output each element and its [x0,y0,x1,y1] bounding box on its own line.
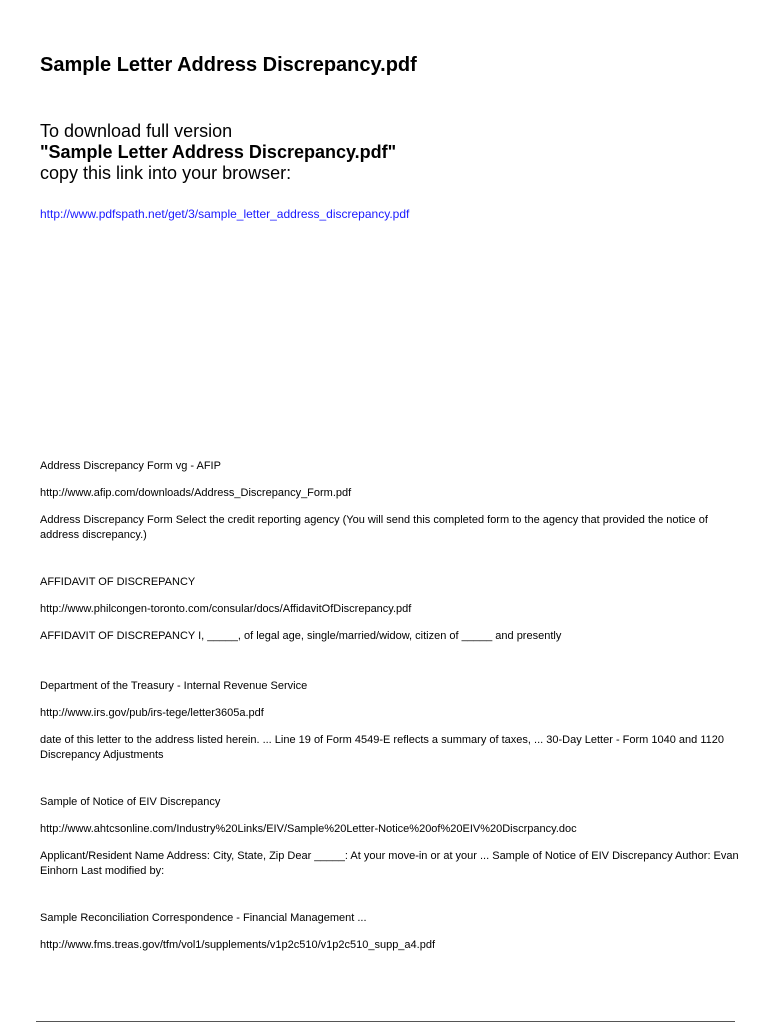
result-title: Sample Reconciliation Correspondence - Financial Management ... [40,912,367,924]
download-intro-text: To download full version [40,121,233,141]
footer-divider [36,1021,735,1022]
result-title: Sample of Notice of EIV Discrepancy [40,796,221,808]
download-file-name: "Sample Letter Address Discrepancy.pdf" [40,142,397,162]
result-url[interactable]: http://www.philcongen-toronto.com/consular/docs/AffidavitOfDiscrepancy.pdf [40,603,412,615]
result-description: Address Discrepancy Form Select the credit reporting agency (You will send this completed form to the agency that provided the notice of address discrepancy.) [40,514,708,541]
result-url[interactable]: http://www.fms.treas.gov/tfm/vol1/supplements/v1p2c510/v1p2c510_supp_a4.pdf [40,939,436,951]
result-url[interactable]: http://www.irs.gov/pub/irs-tege/letter3605a.pdf [40,707,264,719]
result-description: AFFIDAVIT OF DISCREPANCY I, _____, of legal age, single/married/widow, citizen of _____ and presently [40,630,562,642]
result-item-eiv-discrepancy-notice [40,795,740,879]
result-title: AFFIDAVIT OF DISCREPANCY [40,576,196,588]
result-title: Department of the Treasury - Internal Revenue Service [40,680,308,692]
result-item-irs-letter [40,679,740,763]
result-url[interactable]: http://www.afip.com/downloads/Address_Discrepancy_Form.pdf [40,487,352,499]
result-item-affidavit-of-discrepancy [40,575,740,644]
result-title: Address Discrepancy Form vg - AFIP [40,460,221,472]
download-instructions [40,121,396,184]
download-copy-instruction: copy this link into your browser: [40,163,292,183]
download-link[interactable]: http://www.pdfspath.net/get/3/sample_letter_address_discrepancy.pdf [40,207,410,221]
result-url[interactable]: http://www.ahtcsonline.com/Industry%20Links/EIV/Sample%20Letter-Notice%20of%20EIV%20Discrpancy.doc [40,823,577,835]
result-item-reconciliation-correspondence [40,911,740,953]
document-title: Sample Letter Address Discrepancy.pdf [40,54,417,76]
result-description: date of this letter to the address listed herein. ... Line 19 of Form 4549-E reflects a summary of taxes, ... 30-Day Letter - Form 1040 and 1120 Discrepancy Adjustments [40,734,724,761]
result-item-address-discrepancy-form [40,459,740,543]
result-description: Applicant/Resident Name Address: City, State, Zip Dear _____: At your move-in or at your ... Sample of Notice of EIV Discrepancy Author: Evan Einhorn Last modified by: [40,850,739,877]
